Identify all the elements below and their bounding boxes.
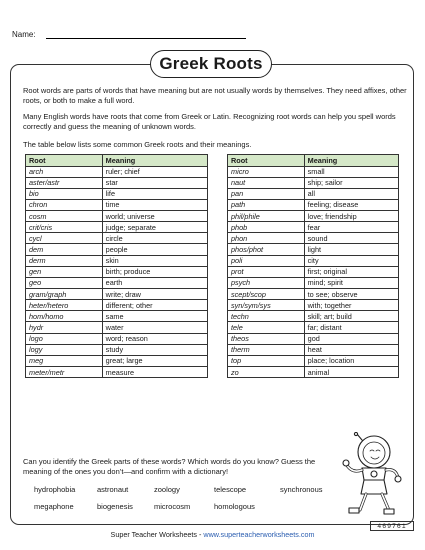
meaning-cell: earth (102, 277, 207, 288)
table-row (26, 289, 208, 300)
root-cell: meg (26, 355, 103, 366)
root-cell: poli (228, 255, 305, 266)
meaning-cell: city (304, 255, 398, 266)
meaning-cell: birth; produce (102, 266, 207, 277)
column-header-root: Root (228, 155, 305, 167)
table-row (26, 266, 208, 277)
meaning-cell: same (102, 311, 207, 322)
word-astronaut: astronaut (97, 485, 129, 494)
table-row (26, 233, 208, 244)
table-row (228, 177, 399, 188)
footer-url-link[interactable]: www.superteacherworksheets.com (203, 530, 315, 539)
roots-table-right (227, 154, 399, 378)
root-cell: naut (228, 177, 305, 188)
word-megaphone: megaphone (34, 502, 74, 511)
table-row (26, 199, 208, 210)
meaning-cell: light (304, 244, 398, 255)
meaning-cell: all (304, 188, 398, 199)
root-cell: logo (26, 333, 103, 344)
root-cell: techn (228, 311, 305, 322)
meaning-cell: water (102, 322, 207, 333)
footer-brand: Super Teacher Worksheets - (110, 530, 204, 539)
word-zoology: zoology (154, 485, 180, 494)
table-row (26, 255, 208, 266)
table-row (228, 367, 399, 378)
root-cell: top (228, 355, 305, 366)
root-cell: aster/astr (26, 177, 103, 188)
table-row (26, 244, 208, 255)
meaning-cell: mind; spirit (304, 277, 398, 288)
table-row (228, 166, 399, 177)
table-row (228, 222, 399, 233)
root-cell: gram/graph (26, 289, 103, 300)
meaning-cell: word; reason (102, 333, 207, 344)
name-line[interactable] (46, 31, 246, 39)
meaning-cell: first; original (304, 266, 398, 277)
table-row (26, 166, 208, 177)
table-row (26, 211, 208, 222)
table-row (228, 333, 399, 344)
root-cell: hydr (26, 322, 103, 333)
root-cell: chron (26, 199, 103, 210)
root-cell: path (228, 199, 305, 210)
table-row (228, 233, 399, 244)
root-cell: geo (26, 277, 103, 288)
column-header-meaning: Meaning (304, 155, 398, 167)
question-text: Can you identify the Greek parts of these words? Which words do you know? Guess the meaning of the ones you don’t—and confirm with a dictionary! (23, 457, 316, 476)
table-header (228, 155, 399, 167)
table-row (228, 266, 399, 277)
meaning-cell: heat (304, 344, 398, 355)
page-title: Greek Roots (159, 54, 263, 73)
meaning-cell: circle (102, 233, 207, 244)
meaning-cell: study (102, 344, 207, 355)
meaning-cell: different; other (102, 300, 207, 311)
meaning-cell: with; together (304, 300, 398, 311)
table-row (228, 355, 399, 366)
meaning-cell: write; draw (102, 289, 207, 300)
root-cell: prot (228, 266, 305, 277)
root-cell: logy (26, 344, 103, 355)
root-cell: cosm (26, 211, 103, 222)
word-telescope: telescope (214, 485, 247, 494)
astronaut-illustration (340, 432, 406, 518)
meaning-cell: judge; separate (102, 222, 207, 233)
root-cell: heter/hetero (26, 300, 103, 311)
root-cell: gen (26, 266, 103, 277)
footer (0, 530, 425, 539)
root-cell: therm (228, 344, 305, 355)
table-row (228, 188, 399, 199)
table-row (26, 333, 208, 344)
root-cell: cycl (26, 233, 103, 244)
table-row (26, 344, 208, 355)
word-microcosm: microcosm (154, 502, 191, 511)
meaning-cell: ship; sailor (304, 177, 398, 188)
table-row (26, 311, 208, 322)
table-row (228, 311, 399, 322)
word-hydrophobia: hydrophobia (34, 485, 76, 494)
root-cell: dem (26, 244, 103, 255)
root-cell: phon (228, 233, 305, 244)
table-row (228, 322, 399, 333)
table-row (228, 211, 399, 222)
table-row (228, 255, 399, 266)
meaning-cell: star (102, 177, 207, 188)
root-cell: phil/phile (228, 211, 305, 222)
root-cell: scept/scop (228, 289, 305, 300)
meaning-cell: ruler; chief (102, 166, 207, 177)
root-cell: zo (228, 367, 305, 378)
root-cell: theos (228, 333, 305, 344)
word-biogenesis: biogenesis (97, 502, 133, 511)
root-cell: hom/homo (26, 311, 103, 322)
table-row (228, 300, 399, 311)
table-row (26, 300, 208, 311)
table-row (26, 188, 208, 199)
meaning-cell: love; friendship (304, 211, 398, 222)
table-row (26, 322, 208, 333)
meaning-cell: animal (304, 367, 398, 378)
word-homologous: homologous (214, 502, 255, 511)
meaning-cell: time (102, 199, 207, 210)
table-row (26, 277, 208, 288)
meaning-cell: feeling; disease (304, 199, 398, 210)
meaning-cell: life (102, 188, 207, 199)
table-row (228, 289, 399, 300)
meaning-cell: to see; observe (304, 289, 398, 300)
meaning-cell: world; universe (102, 211, 207, 222)
intro-paragraph-1: Root words are parts of words that have meaning but are not usually words by themselves. They need affixes, other roots, or both to make a full word. (23, 86, 407, 105)
root-cell: phos/phot (228, 244, 305, 255)
meaning-cell: small (304, 166, 398, 177)
name-label: Name: (12, 30, 36, 39)
table-row (26, 177, 208, 188)
table-row (26, 222, 208, 233)
intro-paragraph-2: Many English words have roots that come from Greek or Latin. Recognizing root words can help you spell words correctly and guess the meaning of unknown words. (23, 112, 396, 131)
root-cell: micro (228, 166, 305, 177)
meaning-cell: skill; art; build (304, 311, 398, 322)
table-header (26, 155, 208, 167)
meaning-cell: far; distant (304, 322, 398, 333)
worksheet-code: 469761 (370, 521, 414, 531)
root-cell: phob (228, 222, 305, 233)
meaning-cell: fear (304, 222, 398, 233)
meaning-cell: god (304, 333, 398, 344)
root-cell: bio (26, 188, 103, 199)
column-header-meaning: Meaning (102, 155, 207, 167)
intro-paragraph-3: The table below lists some common Greek roots and their meanings. (23, 140, 252, 149)
meaning-cell: great; large (102, 355, 207, 366)
table-row (26, 355, 208, 366)
word-synchronous: synchronous (280, 485, 323, 494)
meaning-cell: place; location (304, 355, 398, 366)
root-cell: meter/metr (26, 367, 103, 378)
root-cell: crit/cris (26, 222, 103, 233)
meaning-cell: measure (102, 367, 207, 378)
roots-table-left (25, 154, 208, 378)
table-row (228, 277, 399, 288)
root-cell: tele (228, 322, 305, 333)
root-cell: syn/sym/sys (228, 300, 305, 311)
title-box (150, 50, 272, 78)
root-cell: psych (228, 277, 305, 288)
table-row (228, 244, 399, 255)
table-row (228, 344, 399, 355)
table-row (26, 367, 208, 378)
root-cell: derm (26, 255, 103, 266)
meaning-cell: skin (102, 255, 207, 266)
table-row (228, 199, 399, 210)
meaning-cell: people (102, 244, 207, 255)
meaning-cell: sound (304, 233, 398, 244)
root-cell: arch (26, 166, 103, 177)
column-header-root: Root (26, 155, 103, 167)
root-cell: pan (228, 188, 305, 199)
name-field-row (12, 30, 246, 39)
